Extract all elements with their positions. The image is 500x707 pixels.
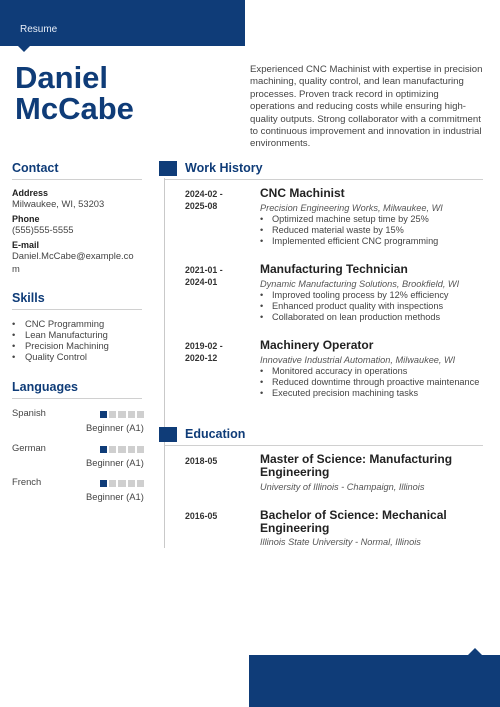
job-dates <box>185 264 223 288</box>
email-line-2: m <box>12 262 20 274</box>
email-label: E-mail <box>12 240 40 250</box>
level-segment <box>118 480 125 487</box>
languages-heading: Languages <box>12 380 78 394</box>
email-line-1: Daniel.McCabe@example.co <box>12 250 134 261</box>
address-label: Address <box>12 188 49 198</box>
duty-item: • Implemented efficient CNC programming <box>260 236 485 247</box>
education-heading: Education <box>185 427 246 441</box>
job-title: Manufacturing Technician <box>260 262 408 276</box>
level-segment <box>137 446 144 453</box>
job-date-start: 2024-02 - <box>185 189 223 199</box>
email-value <box>12 250 134 275</box>
duty-item: • Improved tooling process by 12% efficiency <box>260 290 485 301</box>
education-divider <box>165 445 483 446</box>
school-name: University of Illinois - Champaign, Illinois <box>260 482 425 492</box>
job-duties <box>260 214 485 248</box>
skill-item: • CNC Programming <box>12 318 109 329</box>
job-company: Innovative Industrial Automation, Milwaukee, WI <box>260 355 456 365</box>
degree-line-1: Master of Science: Manufacturing <box>260 452 453 466</box>
level-segment <box>137 411 144 418</box>
contact-divider <box>12 179 142 180</box>
school-name: Illinois State University - Normal, Illinois <box>260 537 421 547</box>
skill-item: • Lean Manufacturing <box>12 329 109 340</box>
job-title: Machinery Operator <box>260 338 374 352</box>
job-dates <box>185 340 223 364</box>
level-segment <box>100 480 107 487</box>
language-level-bar <box>100 480 144 487</box>
language-name: French <box>12 476 42 487</box>
job-title: CNC Machinist <box>260 186 345 200</box>
job-duties <box>260 290 485 324</box>
footer-notch <box>468 648 482 655</box>
level-segment <box>128 411 135 418</box>
level-segment <box>100 446 107 453</box>
column-divider <box>164 178 165 548</box>
education-flag-icon <box>159 427 177 442</box>
degree-title <box>260 509 447 535</box>
job-dates <box>185 188 223 212</box>
skills-list <box>12 318 109 362</box>
profile-summary: Experienced CNC Machinist with expertise in precision machining, quality control, and lean manufacturing processes. Proven track record in optimizing operations and reducing costs while ensuring high-quality outputs. Strong collaborator with a commitment to continuous improvement and innovation in industrial environments. <box>250 64 483 150</box>
duty-item: • Executed precision machining tasks <box>260 388 485 399</box>
degree-line-1: Bachelor of Science: Mechanical <box>260 508 447 522</box>
job-company: Dynamic Manufacturing Solutions, Brookfield, WI <box>260 279 460 289</box>
level-segment <box>128 480 135 487</box>
footer-block <box>249 655 500 707</box>
level-segment <box>109 446 116 453</box>
skills-heading: Skills <box>12 291 45 305</box>
language-level-bar <box>100 411 144 418</box>
job-date-end: 2025-08 <box>185 201 218 211</box>
last-name: McCabe <box>15 91 134 126</box>
degree-line-2: Engineering <box>260 521 330 535</box>
language-level: Beginner (A1) <box>86 422 144 433</box>
job-date-start: 2021-01 - <box>185 265 223 275</box>
job-company: Precision Engineering Works, Milwaukee, WI <box>260 203 443 213</box>
language-level: Beginner (A1) <box>86 491 144 502</box>
level-segment <box>137 480 144 487</box>
duty-item: • Collaborated on lean production methods <box>260 312 485 323</box>
job-duties <box>260 366 485 400</box>
duty-item: • Monitored accuracy in operations <box>260 366 485 377</box>
language-level-bar <box>100 446 144 453</box>
level-segment <box>109 411 116 418</box>
degree-line-2: Engineering <box>260 465 330 479</box>
skill-item: • Precision Machining <box>12 340 109 351</box>
address-value: Milwaukee, WI, 53203 <box>12 198 105 209</box>
work-history-flag-icon <box>159 161 177 176</box>
resume-label: Resume <box>20 24 58 35</box>
duty-item: • Optimized machine setup time by 25% <box>260 214 485 225</box>
skill-item: • Quality Control <box>12 351 109 362</box>
phone-value: (555)555-5555 <box>12 224 74 235</box>
duty-item: • Enhanced product quality with inspections <box>260 301 485 312</box>
candidate-name <box>15 62 134 124</box>
job-date-end: 2020-12 <box>185 353 218 363</box>
level-segment <box>118 446 125 453</box>
education-date: 2016-05 <box>185 511 218 521</box>
header-notch <box>18 46 30 52</box>
level-segment <box>109 480 116 487</box>
skills-divider <box>12 309 142 310</box>
level-segment <box>118 411 125 418</box>
duty-item: • Reduced material waste by 15% <box>260 225 485 236</box>
first-name: Daniel <box>15 60 109 95</box>
language-name: Spanish <box>12 407 46 418</box>
contact-heading: Contact <box>12 161 59 175</box>
duty-item: • Reduced downtime through proactive maintenance <box>260 377 485 388</box>
level-segment <box>100 411 107 418</box>
job-date-end: 2024-01 <box>185 277 218 287</box>
degree-title <box>260 453 452 479</box>
work-history-divider <box>165 179 483 180</box>
education-date: 2018-05 <box>185 456 218 466</box>
phone-label: Phone <box>12 214 40 224</box>
language-level: Beginner (A1) <box>86 457 144 468</box>
header-bar <box>0 0 245 46</box>
level-segment <box>128 446 135 453</box>
work-history-heading: Work History <box>185 161 263 175</box>
languages-divider <box>12 398 142 399</box>
language-name: German <box>12 442 46 453</box>
job-date-start: 2019-02 - <box>185 341 223 351</box>
